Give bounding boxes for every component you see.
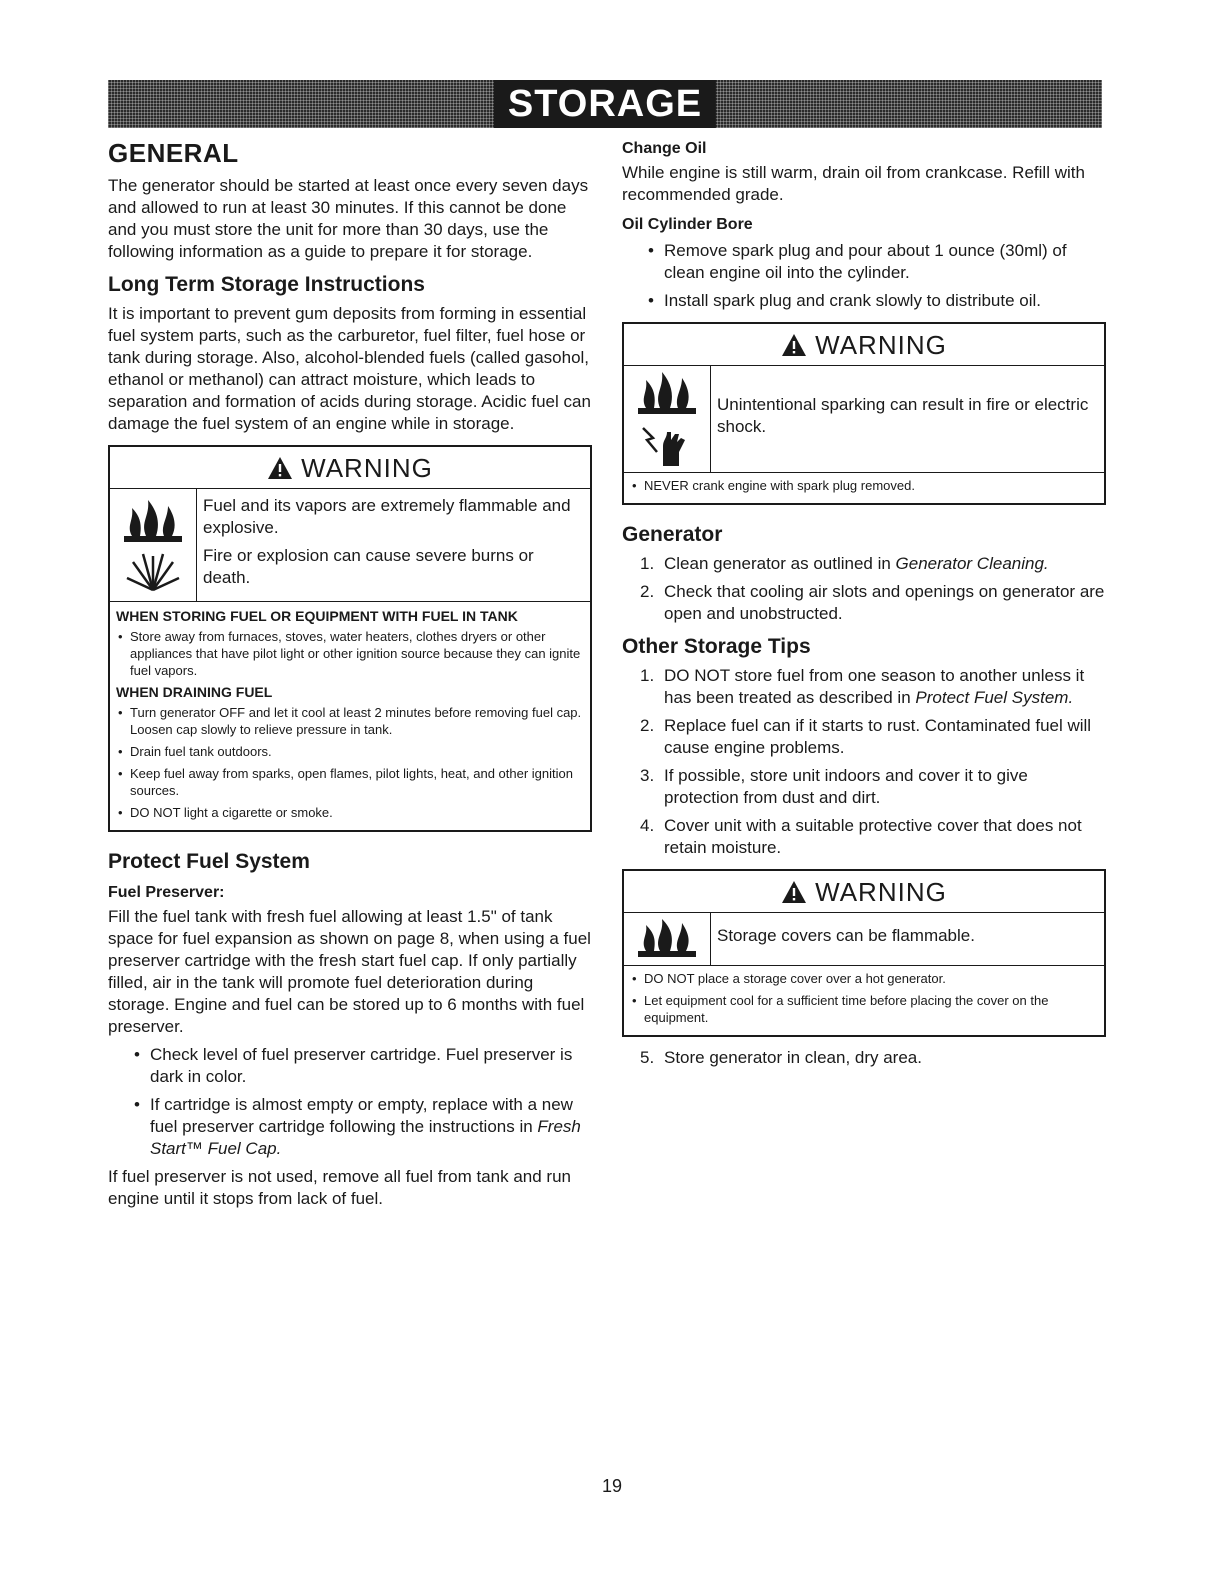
warning-bullet: • DO NOT light a cigarette or smoke. xyxy=(116,804,584,821)
warning-subheading: WHEN STORING FUEL OR EQUIPMENT WITH FUEL IN TANK xyxy=(116,608,518,624)
preserver-closing-text: If fuel preserver is not used, remove all fuel from tank and run engine until it stops from lack of fuel. xyxy=(108,1167,572,1208)
step-text: If possible, store unit indoors and cover it to give protection from dust and dirt. xyxy=(664,766,1028,807)
change-oil-heading: Change Oil xyxy=(622,140,707,157)
step-number: 4. xyxy=(640,816,655,835)
warning-bullet: • Turn generator OFF and let it cool at least 2 minutes before removing fuel cap. Loosen cap slowly to relieve pressure in tank. xyxy=(116,704,584,738)
long-term-text: It is important to prevent gum deposits from forming in essential fuel system parts, such as the carburetor, fuel filter, fuel hose or tank during storage. Also, alcohol-blended fuels (called gasohol, ethanol or methanol) can attract moisture, which leads to separation and formation of acids during storage. Acidic fuel can damage the fuel system of an engine while in storage. xyxy=(108,304,591,433)
step-text: Replace fuel can if it starts to rust. Contaminated fuel will cause engine problems. xyxy=(664,716,1092,757)
tip-step xyxy=(622,1047,1106,1069)
warning-subheading: WHEN DRAINING FUEL xyxy=(116,684,273,700)
warning-text: Storage covers can be flammable. xyxy=(717,926,975,945)
fuel-warning-box xyxy=(108,445,592,832)
electric-shock-icon xyxy=(637,422,697,468)
warning-text-line: Fire or explosion can cause severe burns or death. xyxy=(203,546,534,587)
step-number: 5. xyxy=(640,1048,655,1067)
banner-title: STORAGE xyxy=(494,80,716,128)
left-column xyxy=(108,138,592,1216)
step-text: Clean generator as outlined in xyxy=(664,554,896,573)
warning-label: WARNING xyxy=(815,877,947,907)
warning-header xyxy=(624,324,1104,366)
fuel-preserver-text: Fill the fuel tank with fresh fuel allowing at least 1.5" of tank space for fuel expansion as shown on page 8, when using a fuel preserver cartridge with the fresh start fuel cap. If only partially filled, air in the tank will promote fuel deterioration during storage. Engine and fuel can be stored up to 6 months with fuel preserver. xyxy=(108,907,591,1036)
oil-bore-bullet: • Remove spark plug and pour about 1 ounce (30ml) of clean engine oil into the cylinder. xyxy=(622,240,1106,284)
long-term-heading: Long Term Storage Instructions xyxy=(108,273,425,296)
warning-label: WARNING xyxy=(815,330,947,360)
preserver-bullet: • Check level of fuel preserver cartridge. Fuel preserver is dark in color. xyxy=(108,1044,592,1088)
storage-tips-heading: Other Storage Tips xyxy=(622,635,811,658)
warning-bullet: • Drain fuel tank outdoors. xyxy=(116,743,584,760)
warning-label: WARNING xyxy=(301,453,433,483)
protect-heading: Protect Fuel System xyxy=(108,850,310,873)
spark-warning-box xyxy=(622,322,1106,505)
tip-step xyxy=(622,715,1106,759)
fire-icon xyxy=(632,917,702,961)
step-text: Check that cooling air slots and openings on generator are open and unobstructed. xyxy=(664,582,1105,623)
warning-bullet: • NEVER crank engine with spark plug removed. xyxy=(630,477,1098,494)
generator-step xyxy=(622,581,1106,625)
warning-triangle-icon xyxy=(781,880,807,904)
step-text: DO NOT store fuel from one season to another unless it has been treated as described in xyxy=(664,666,1085,707)
fresh-start-reference: Fresh Start™ Fuel Cap. xyxy=(150,1117,581,1158)
oil-bore-bullet: • Install spark plug and crank slowly to distribute oil. xyxy=(622,290,1106,312)
step-number: 1. xyxy=(640,666,655,685)
step-number: 3. xyxy=(640,766,655,785)
oil-bore-heading: Oil Cylinder Bore xyxy=(622,216,753,233)
warning-triangle-icon xyxy=(781,333,807,357)
step-text: Store generator in clean, dry area. xyxy=(664,1048,922,1067)
change-oil-text: While engine is still warm, drain oil from crankcase. Refill with recommended grade. xyxy=(622,163,1085,204)
warning-text: Unintentional sparking can result in fire or electric shock. xyxy=(717,395,1089,436)
warning-bullet: • Let equipment cool for a sufficient time before placing the cover on the equipment. xyxy=(630,992,1098,1026)
warning-header xyxy=(624,871,1104,913)
tip-step xyxy=(622,765,1106,809)
generator-heading: Generator xyxy=(622,523,723,546)
right-column xyxy=(622,138,1106,1075)
protect-fuel-reference: Protect Fuel System. xyxy=(915,688,1074,707)
warning-triangle-icon xyxy=(267,456,293,480)
tip-step xyxy=(622,815,1106,859)
warning-text-line: Fuel and its vapors are extremely flammable and explosive. xyxy=(203,496,571,537)
step-number: 2. xyxy=(640,582,655,601)
tip-step xyxy=(622,665,1106,709)
warning-bullet: • DO NOT place a storage cover over a hot generator. xyxy=(630,970,1098,987)
section-banner xyxy=(108,80,1102,128)
generator-cleaning-reference: Generator Cleaning. xyxy=(895,554,1049,573)
cover-warning-box xyxy=(622,869,1106,1037)
step-text: Cover unit with a suitable protective cover that does not retain moisture. xyxy=(664,816,1082,857)
step-number: 1. xyxy=(640,554,655,573)
warning-bullet: • Keep fuel away from sparks, open flames, pilot lights, heat, and other ignition sources. xyxy=(116,765,584,799)
preserver-bullet xyxy=(108,1094,592,1160)
generator-step xyxy=(622,553,1106,575)
step-number: 2. xyxy=(640,716,655,735)
fire-icon xyxy=(118,496,188,546)
general-heading: GENERAL xyxy=(108,138,239,168)
warning-header xyxy=(110,447,590,489)
fire-icon xyxy=(632,370,702,418)
preserver-bullet-text: If cartridge is almost empty or empty, replace with a new fuel preserver cartridge following the instructions in xyxy=(150,1095,573,1136)
fuel-preserver-heading: Fuel Preserver: xyxy=(108,884,225,901)
warning-bullet: • Store away from furnaces, stoves, water heaters, clothes dryers or other appliances that have pilot light or other ignition source because they can ignite fuel vapors. xyxy=(116,628,584,679)
explosion-icon xyxy=(123,550,183,594)
page-number: 19 xyxy=(601,1476,623,1496)
general-text: The generator should be started at least once every seven days and allowed to run at least 30 minutes. If this cannot be done and you must store the unit for more than 30 days, use the following information as a guide to prepare it for storage. xyxy=(108,176,589,261)
